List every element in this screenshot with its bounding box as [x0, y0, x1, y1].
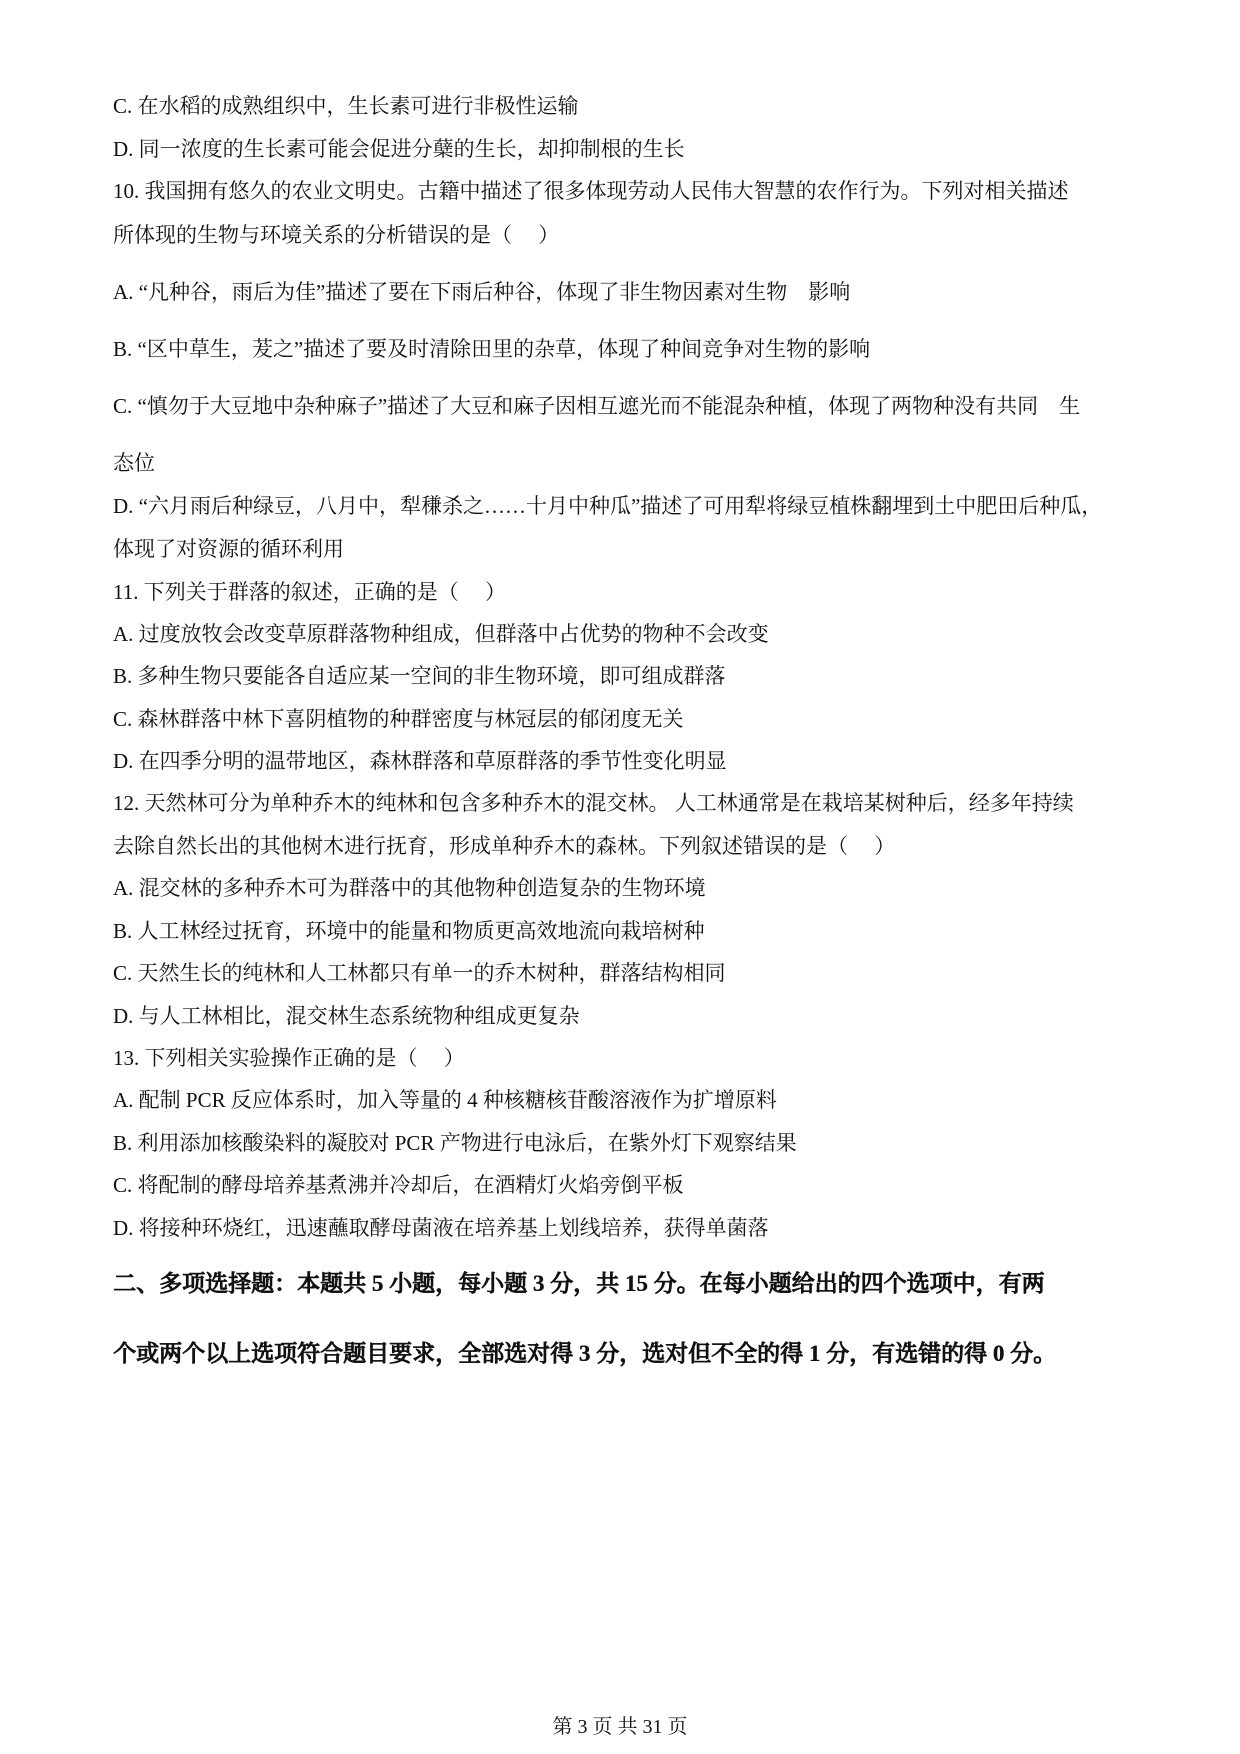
text-line: D. 与人工林相比，混交林生态系统物种组成更复杂 [113, 1004, 580, 1028]
text-line: 所体现的生物与环境关系的分析错误的是（ ） [113, 223, 560, 247]
page-number-footer: 第 3 页 共 31 页 [552, 1716, 688, 1738]
text-line: B. 人工林经过抚育，环境中的能量和物质更高效地流向栽培树种 [113, 919, 705, 943]
text-line: B. “区中草生，茇之”描述了要及时清除田里的杂草，体现了种间竞争对生物的影响 [113, 337, 871, 361]
text-line: B. 多种生物只要能各自适应某一空间的非生物环境，即可组成群落 [113, 664, 726, 688]
text-line: A. “凡种谷，雨后为佳”描述了要在下雨后种谷，体现了非生物因素对生物 影响 [113, 280, 851, 304]
text-line: A. 混交林的多种乔木可为群落中的其他物种创造复杂的生物环境 [113, 876, 706, 900]
text-line: 体现了对资源的循环利用 [113, 537, 344, 561]
text-line: C. 将配制的酵母培养基煮沸并冷却后，在酒精灯火焰旁倒平板 [113, 1173, 684, 1197]
text-line: 13. 下列相关实验操作正确的是（ ） [113, 1046, 465, 1070]
text-line: D. 将接种环烧红，迅速蘸取酵母菌液在培养基上划线培养，获得单菌落 [113, 1216, 769, 1240]
text-line: B. 利用添加核酸染料的凝胶对 PCR 产物进行电泳后，在紫外灯下观察结果 [113, 1131, 797, 1155]
text-line: 去除自然长出的其他树木进行抚育，形成单种乔木的森林。下列叙述错误的是（ ） [113, 834, 896, 858]
text-line: C. 天然生长的纯林和人工林都只有单一的乔木树种，群落结构相同 [113, 961, 726, 985]
text-line: 12. 天然林可分为单种乔木的纯林和包含多种乔木的混交林。 人工林通常是在栽培某树种后，经多年持续 [113, 791, 1074, 815]
text-line: 11. 下列关于群落的叙述，正确的是（ ） [113, 580, 506, 604]
section-heading-line-1: 二、多项选择题：本题共 5 小题，每小题 3 分，共 15 分。在每小题给出的四个选项中，有两 [113, 1271, 1045, 1296]
text-line: C. “慎勿于大豆地中杂种麻子”描述了大豆和麻子因相互遮光而不能混杂种植，体现了两物种没有共同 生 [113, 394, 1081, 418]
text-line: 态位 [113, 451, 155, 475]
text-line: A. 配制 PCR 反应体系时，加入等量的 4 种核糖核苷酸溶液作为扩增原料 [113, 1088, 777, 1112]
text-line: A. 过度放牧会改变草原群落物种组成，但群落中占优势的物种不会改变 [113, 622, 769, 646]
text-line: C. 在水稻的成熟组织中，生长素可进行非极性运输 [113, 94, 579, 118]
text-line: C. 森林群落中林下喜阴植物的种群密度与林冠层的郁闭度无关 [113, 707, 684, 731]
text-line: D. 在四季分明的温带地区，森林群落和草原群落的季节性变化明显 [113, 749, 727, 773]
section-heading-line-2: 个或两个以上选项符合题目要求，全部选对得 3 分，选对但不全的得 1 分，有选错的得 0 分。 [113, 1341, 1056, 1366]
text-line: D. 同一浓度的生长素可能会促进分蘖的生长，却抑制根的生长 [113, 137, 685, 161]
text-line: 10. 我国拥有悠久的农业文明史。古籍中描述了很多体现劳动人民伟大智慧的农作行为。下列对相关描述 [113, 179, 1069, 203]
text-line: D. “六月雨后种绿豆，八月中，犁稴杀之……十月中种瓜”描述了可用犁将绿豆植株翻埋到土中肥田后种瓜， [113, 494, 1103, 518]
